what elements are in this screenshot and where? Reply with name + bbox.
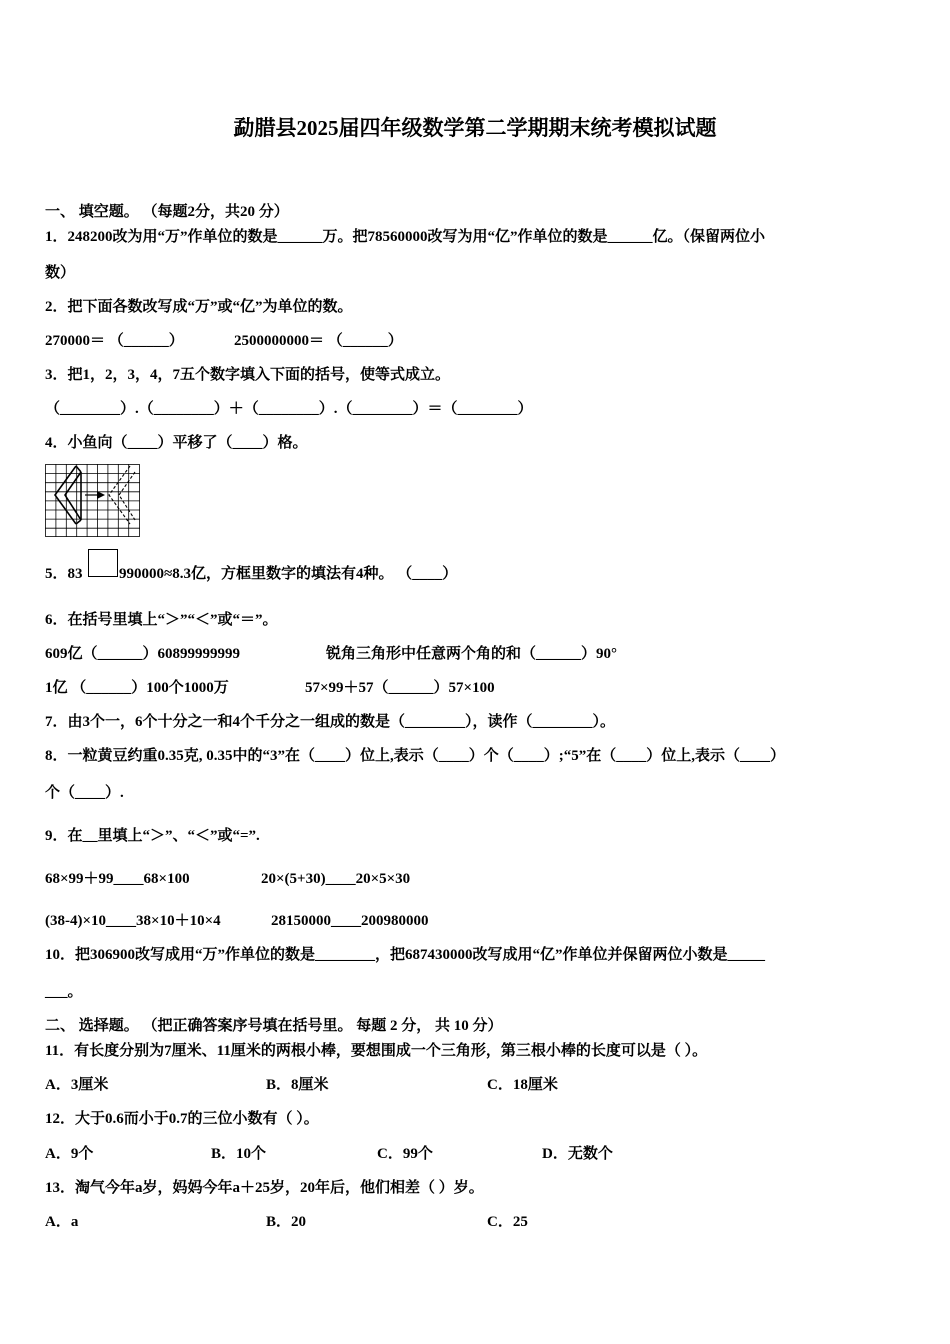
question-11-option-b: B．8厘米 xyxy=(266,1077,329,1093)
question-5-suffix: 990000≈8.3亿，方框里数字的填法有4种。 （____） xyxy=(119,566,458,582)
question-3-stem: 3．把1，2，3，4，7五个数字填入下面的括号，使等式成立。 xyxy=(45,367,451,383)
question-9-item-c: (38-4)×10____38×10＋10×4 xyxy=(45,913,221,929)
question-6-item-b: 锐角三角形中任意两个角的和（______）90° xyxy=(326,646,618,662)
question-6-item-c: 1亿 （______）100个1000万 xyxy=(45,680,229,696)
question-11-option-c: C．18厘米 xyxy=(487,1077,558,1093)
question-7: 7．由3个一，6个十分之一和4个千分之一组成的数是（________），读作（________）。 xyxy=(45,714,616,730)
question-4-stem: 4．小鱼向（____）平移了（____）格。 xyxy=(45,435,308,451)
question-1-line-1: 1．248200改为用“万”作单位的数是______万。把78560000改写为用“亿”作单位的数是______亿。（保留两位小 xyxy=(45,229,766,245)
question-12-option-d: D．无数个 xyxy=(542,1146,613,1162)
question-13-stem: 13．淘气今年a岁，妈妈今年a＋25岁，20年后，他们相差（ ）岁。 xyxy=(45,1180,484,1196)
question-6-stem: 6．在括号里填上“＞”“＜”或“＝”。 xyxy=(45,612,278,628)
question-9-item-d: 28150000____200980000 xyxy=(271,913,429,929)
question-8-line-1: 8．一粒黄豆约重0.35克, 0.35中的“3”在（____）位上,表示（____）个（____）;“5”在（____）位上,表示（____） xyxy=(45,748,785,764)
question-13-option-b: B．20 xyxy=(266,1214,307,1230)
question-6-item-a: 609亿（______）60899999999 xyxy=(45,646,241,662)
question-2-item-b: 2500000000＝ （______） xyxy=(234,333,403,349)
question-11-stem: 11．有长度分别为7厘米、11厘米的两根小棒，要想围成一个三角形，第三根小棒的长度可以是（ ）。 xyxy=(45,1043,708,1059)
question-8-line-2: 个（____）. xyxy=(45,785,124,801)
question-2-item-a: 270000＝ （______） xyxy=(45,333,184,349)
question-9-item-b: 20×(5+30)____20×5×30 xyxy=(261,871,411,887)
question-6-item-d: 57×99＋57（______）57×100 xyxy=(305,680,495,696)
question-2-stem: 2．把下面各数改写成“万”或“亿”为单位的数。 xyxy=(45,299,353,315)
question-1-line-2: 数） xyxy=(45,265,76,281)
question-10-line-2: ___。 xyxy=(45,984,83,1000)
question-12-option-c: C．99个 xyxy=(377,1146,433,1162)
fish-grid-figure xyxy=(45,464,140,537)
section-1-heading: 一、 填空题。 （每题2分，共20 分） xyxy=(45,204,289,220)
page-title: 勐腊县2025届四年级数学第二学期期末统考模拟试题 xyxy=(233,116,717,140)
question-9-stem: 9．在__里填上“＞”、“＜”或“=”. xyxy=(45,828,260,844)
question-3-equation: （________）.（________）＋（________）.（________）＝（________） xyxy=(45,401,533,417)
question-13-option-c: C．25 xyxy=(487,1214,528,1230)
question-12-option-b: B．10个 xyxy=(211,1146,267,1162)
question-9-item-a: 68×99＋99____68×100 xyxy=(45,871,190,887)
section-2-heading: 二、 选择题。 （把正确答案序号填在括号里。 每题 2 分， 共 10 分） xyxy=(45,1018,503,1034)
question-5-prefix: 5．83 xyxy=(45,566,83,582)
question-10-line-1: 10．把306900改写成用“万”作单位的数是________，把687430000改写成用“亿”作单位并保留两位小数是_____ xyxy=(45,947,766,963)
question-12-option-a: A．9个 xyxy=(45,1146,94,1162)
question-12-stem: 12．大于0.6而小于0.7的三位小数有（ ）。 xyxy=(45,1111,319,1127)
digit-box xyxy=(88,549,118,577)
question-13-option-a: A．a xyxy=(45,1214,79,1230)
question-11-option-a: A．3厘米 xyxy=(45,1077,109,1093)
